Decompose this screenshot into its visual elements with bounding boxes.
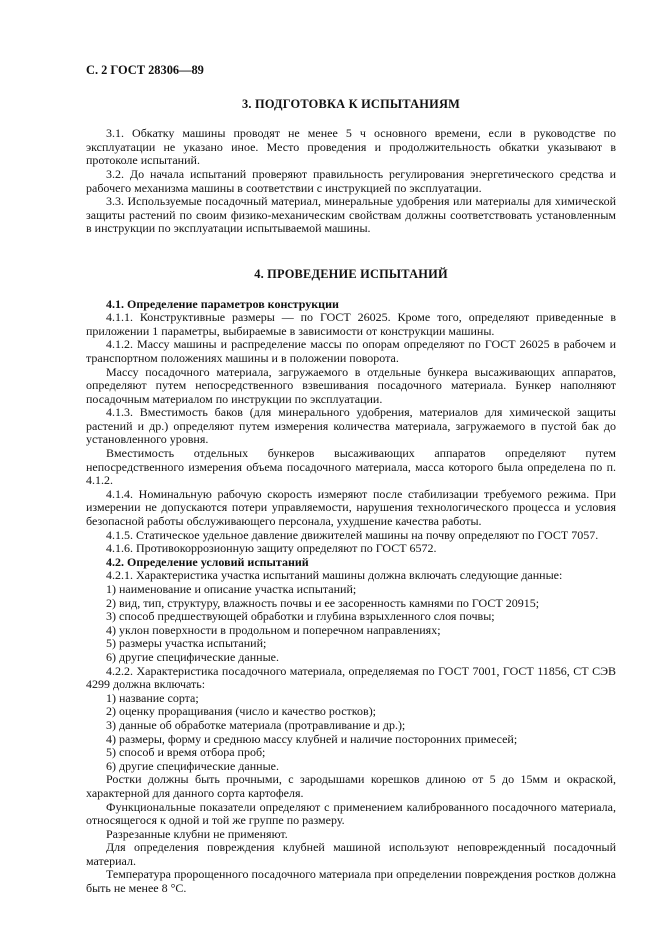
paragraph-3-3: 3.3. Используемые посадочный материал, минеральные удобрения или материалы для химической защиты растений по своим физико-механическим свойствам должны соответствовать установленным в инструкции по эксплуатации испытываемой машины.	[86, 194, 616, 236]
paragraph-4-1-1: 4.1.1. Конструктивные размеры — по ГОСТ 26025. Кроме того, определяют приведенные в приложении 1 параметры, выбираемые в зависимости от конструкции машины.	[86, 310, 616, 338]
list-4-2-2	[86, 692, 616, 774]
list-4-2-1	[86, 583, 616, 665]
list-item: 6) другие специфические данные.	[106, 758, 279, 773]
list-item: 4) уклон поверхности в продольном и поперечном направлениях;	[106, 622, 441, 637]
document-page	[86, 64, 616, 896]
paragraph-functional: Функциональные показатели определяют с применением калиброванного посадочного материала, относящегося к одной и той же группе по размеру.	[86, 799, 616, 828]
paragraph-4-1-4: 4.1.4. Номинальную рабочую скорость измеряют после стабилизации требуемого режима. При измерении не допускаются потери управляемости, нарушения технологического процесса и условия безопасной работы обслуживающего персонала, ухудшение качества работы.	[86, 486, 616, 529]
paragraph-4-1-2: 4.1.2. Массу машины и распределение массы по опорам определяют по ГОСТ 26025 в рабочем и транспортном положениях машины и в положении поворота.	[86, 337, 616, 365]
paragraph-sprouts: Ростки должны быть прочными, с зародышами корешков длиною от 5 до 15мм и окраской, характерной для данного сорта картофеля.	[86, 772, 616, 800]
list-item: 3) способ предшествующей обработки и глубина взрыхленного слоя почвы;	[106, 609, 495, 624]
paragraph-4-1-2-mass: Массу посадочного материала, загружаемого в отдельные бункера высаживающих аппаратов, определяют путем непосредственного взвешивания посадочного материала. Бункер наполняют посадочным материалом по инструкции по эксплуатации.	[86, 364, 616, 406]
paragraph-4-2-1: 4.2.1. Характеристика участка испытаний машины должна включать следующие данные:	[106, 568, 563, 583]
subsection-4-1-heading: 4.1. Определение параметров конструкции	[106, 296, 339, 311]
paragraph-damage: Для определения повреждения клубней машиной используют неповрежденный посадочный материал.	[86, 840, 616, 868]
list-item: 5) способ и время отбора проб;	[106, 745, 266, 760]
paragraph-4-2-2: 4.2.2. Характеристика посадочного материала, определяемая по ГОСТ 7001, ГОСТ 11856, СТ СЭВ 4299 должна включать:	[86, 663, 616, 692]
paragraph-4-1-3: 4.1.3. Вместимость баков (для минерального удобрения, материалов для химической защиты растений и др.) определяют путем измерения количества материала, загружаемого в пустой бак до установленного уровня.	[86, 405, 616, 447]
subsection-4-2-heading: 4.2. Определение условий испытаний	[106, 554, 309, 569]
paragraph-3-2: 3.2. До начала испытаний проверяют правильность регулирования энергетического средства и рабочего механизма машины в соответствии с инструкцией по эксплуатации.	[86, 166, 616, 195]
list-item: 1) название сорта;	[106, 690, 199, 705]
section-3-title: 3. ПОДГОТОВКА К ИСПЫТАНИЯМ	[241, 96, 460, 111]
list-item: 1) наименование и описание участка испытаний;	[106, 582, 357, 596]
section-4-title: 4. ПРОВЕДЕНИЕ ИСПЫТАНИЙ	[254, 266, 448, 281]
page-header: С. 2 ГОСТ 28306—89	[86, 63, 204, 77]
paragraph-temperature: Температура пророщенного посадочного материала при определении повреждения ростков должна быть не менее 8 °С.	[86, 867, 616, 896]
list-item: 5) размеры участка испытаний;	[106, 636, 267, 651]
list-item: 2) оценку проращивания (число и качество ростков);	[106, 704, 377, 719]
list-item: 4) размеры, форму и среднюю массу клубней и наличие посторонних примесей;	[106, 731, 518, 746]
list-item: 3) данные об обработке материала (протравливание и др.);	[106, 717, 406, 732]
list-item: 6) другие специфические данные.	[106, 649, 279, 664]
paragraph-3-1: 3.1. Обкатку машины проводят не менее 5 ч основного времени, если в руководстве по эксплуатации не указано иное. Место проведения и продолжительность обкатки указывают в протоколе испытаний.	[86, 126, 616, 168]
paragraph-4-1-6: 4.1.6. Противокоррозионную защиту определяют по ГОСТ 6572.	[106, 541, 437, 556]
paragraph-4-1-5: 4.1.5. Статическое удельное давление движителей машины на почву определяют по ГОСТ 7057.	[106, 527, 599, 542]
list-item: 2) вид, тип, структуру, влажность почвы и ее засоренность камнями по ГОСТ 20915;	[106, 595, 540, 610]
paragraph-4-1-3-capacity: Вместимость отдельных бункеров высаживающих аппаратов определяют путем непосредственного измерения объема посадочного материала, масса которого была определена по п. 4.1.2.	[86, 446, 616, 488]
paragraph-cut-tubers: Разрезанные клубни не применяют.	[106, 826, 288, 841]
